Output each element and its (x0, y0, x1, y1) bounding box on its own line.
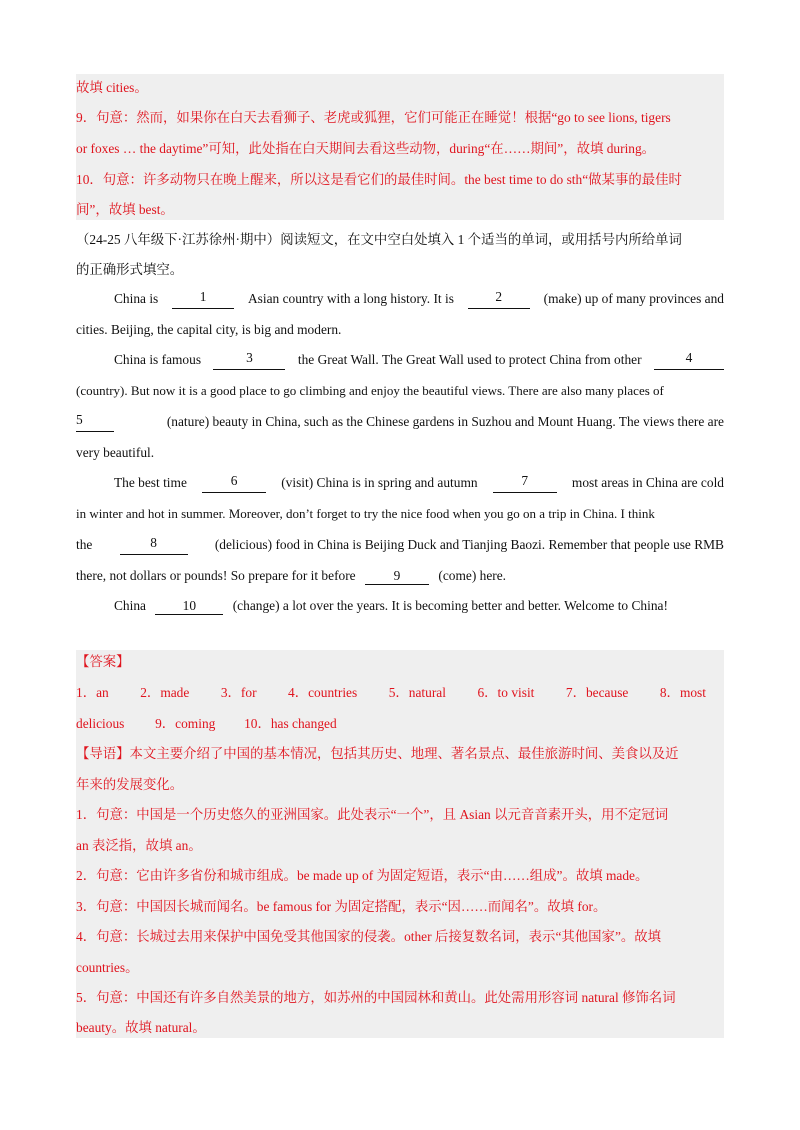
passage-line: (country). But now it is a good place to go climbing and enjoy the beautiful views. There are also many places of (76, 383, 664, 398)
blank-4: 4 (654, 350, 724, 370)
explanation-line: 9．句意：然而，如果你在白天去看狮子、老虎或狐狸，它们可能正在睡觉！根据“go to see lions, tigers (76, 110, 671, 125)
passage-line: The best time 6 (visit) China is in spring and autumn 7 most areas in China are cold (76, 473, 724, 493)
analysis-line: an 表泛指，故填 an。 (76, 838, 202, 853)
blank-9: 9 (365, 568, 429, 585)
answer-item: 10．has changed (244, 716, 337, 731)
blank-5: 5 (76, 412, 114, 432)
blank-1: 1 (172, 289, 234, 309)
passage-line: China 10 (change) a lot over the years. It is becoming better and better. Welcome to China! (114, 598, 668, 613)
explanation-line: or foxes … the daytime”可知，此处指在白天期间去看这些动物，during“在……期间”，故填 during。 (76, 141, 656, 156)
answer-item: 7．because (565, 685, 629, 700)
answer-list (76, 683, 724, 703)
blank-8: 8 (120, 535, 188, 555)
analysis-line: 5．句意：中国还有许多自然美景的地方，如苏州的中国园林和黄山。此处需用形容词 natural 修饰名词 (76, 990, 676, 1005)
analysis-line: 1．句意：中国是一个历史悠久的亚洲国家。此处表示“一个”，且 Asian 以元音音素开头，用不定冠词 (76, 807, 669, 822)
question-instruction: 的正确形式填空。 (76, 262, 184, 277)
explanation-line: 间”，故填 best。 (76, 202, 174, 217)
blank-6: 6 (202, 473, 266, 493)
blank-7: 7 (493, 473, 557, 493)
answer-item: 6．to visit (477, 685, 535, 700)
answer-item: 5．natural (388, 685, 446, 700)
analysis-line: beauty。故填 natural。 (76, 1020, 206, 1035)
question-passage (76, 230, 724, 630)
answer-item: 8．most (659, 685, 706, 700)
passage-line: in winter and hot in summer. Moreover, don’t forget to try the nice food when you go on a trip in China. I think (76, 506, 655, 521)
passage-line: 5 (nature) beauty in China, such as the Chinese gardens in Suzhou and Mount Huang. The views there are (76, 412, 724, 432)
answer-box (76, 650, 724, 1038)
passage-line: China is 1 Asian country with a long history. It is 2 (make) up of many provinces and (76, 289, 724, 309)
answer-list (76, 714, 724, 734)
blank-2: 2 (468, 289, 530, 309)
answer-item: 4．countries (288, 685, 358, 700)
passage-line: the 8 (delicious) food in China is Beijing Duck and Tianjing Baozi. Remember that people use RMB (76, 535, 724, 555)
question-instruction: （24-25 八年级下·江苏徐州·期中）阅读短文，在文中空白处填入 1 个适当的单词，或用括号内所给单词 (76, 232, 682, 247)
passage-line: there, not dollars or pounds! So prepare for it before 9 (come) here. (76, 568, 507, 583)
analysis-line: 3．句意：中国因长城而闻名。be famous for 为固定搭配，表示“因……而闻名”。故填 for。 (76, 899, 607, 914)
answer-item: 2．made (140, 685, 190, 700)
analysis-line: 4．句意：长城过去用来保护中国免受其他国家的侵袭。other 后接复数名词，表示“其他国家”。故填 (76, 929, 662, 944)
passage-line: cities. Beijing, the capital city, is big and modern. (76, 322, 342, 337)
top-explanation-box (76, 74, 724, 220)
answer-item: 1．an (76, 685, 109, 700)
analysis-line: countries。 (76, 960, 139, 975)
answer-item: 9．coming (155, 716, 216, 731)
explanation-line: 10．句意：许多动物只在晚上醒来，所以这是看它们的最佳时间。the best time to do sth“做某事的最佳时 (76, 172, 682, 187)
passage-line: very beautiful. (76, 445, 155, 460)
answer-heading: 【答案】 (76, 654, 130, 669)
explanation-line: 故填 cities。 (76, 80, 148, 95)
guide-text: 【导语】本文主要介绍了中国的基本情况，包括其历史、地理、著名景点、最佳旅游时间、美食以及近 (76, 746, 679, 761)
passage-line: China is famous 3 the Great Wall. The Great Wall used to protect China from other 4 (76, 350, 724, 370)
answer-item: 3．for (220, 685, 257, 700)
blank-3: 3 (213, 350, 285, 370)
guide-text: 年来的发展变化。 (76, 777, 184, 792)
analysis-line: 2．句意：它由许多省份和城市组成。be made up of 为固定短语，表示“由……组成”。故填 made。 (76, 868, 649, 883)
blank-10: 10 (155, 598, 223, 615)
answer-item: delicious (76, 716, 125, 731)
